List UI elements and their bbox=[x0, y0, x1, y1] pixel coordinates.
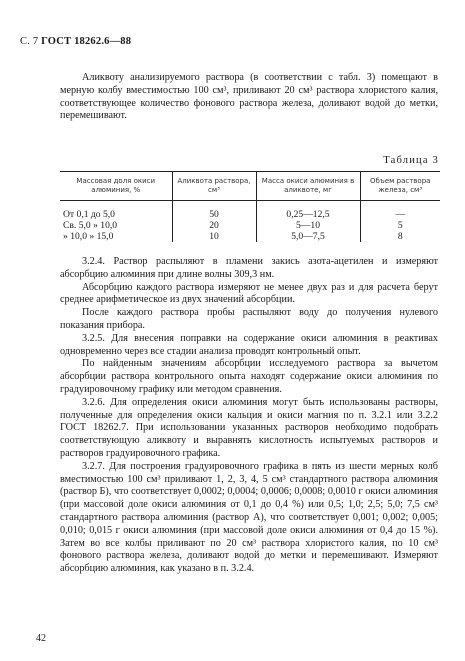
column-header: Аликвота раствора, см³ bbox=[172, 172, 256, 201]
paragraph-3-2-5: 3.2.5. Для внесения поправки на содержание окиси алюминия в реактивах одновременно через все стадии анализа проводят контрольный опыт. bbox=[60, 332, 438, 357]
table-cell: Св. 5,0 » 10,0 bbox=[63, 220, 118, 231]
table-cell: 5 bbox=[360, 220, 440, 231]
column-header: Объем раствора железа, см³ bbox=[360, 172, 440, 201]
intro-paragraph: Аликвоту анализируемого раствора (в соответствии с табл. 3) помещают в мерную колбу вместимостью 100 см³, приливают 20 см³ раствора хлористого калия, соответствующее количество фонового раствора железа, доливают водой до метки, перемешивают. bbox=[60, 72, 438, 122]
table-row bbox=[60, 231, 440, 242]
data-table bbox=[60, 171, 440, 242]
paragraph-absorption-repeat: Абсорбцию каждого раствора измеряют не менее двух раз и для расчета берут среднее арифметическое из двух значений абсорбции. bbox=[60, 281, 438, 306]
gost-number: ГОСТ 18262.6—88 bbox=[41, 36, 132, 47]
table-cell: 0,25—12,5 bbox=[256, 201, 360, 221]
paragraph-control-result: По найденным значениям абсорбции исследуемого раствора за вычетом абсорбции раствора контрольного опыта находят содержание окиси алюминия по градуировочному графику или методом сравнения. bbox=[60, 358, 438, 395]
column-header: Массовая доля окиси алюминия, % bbox=[60, 172, 172, 201]
intro-block bbox=[60, 72, 438, 123]
paragraph-3-2-4: 3.2.4. Раствор распыляют в пламени закись азота-ацетилен и измеряют абсорбцию алюминия при длине волны 309,3 нм. bbox=[60, 256, 438, 280]
table-header-row bbox=[60, 172, 440, 201]
table-cell: 5—10 bbox=[256, 220, 360, 231]
body-text bbox=[60, 256, 438, 576]
table-cell: 20 bbox=[172, 220, 256, 231]
table-cell: 5,0—7,5 bbox=[256, 231, 360, 242]
paragraph-3-2-6: 3.2.6. Для определения окиси алюминия могут быть использованы растворы, полученные для определения окиси кальция и окиси магния по п. 3.2.1 или 3.2.2 ГОСТ 18262.7. При использовании указанных растворов необходимо подобрать соответствующую аликвоту и выравнять кислотность испытуемых растворов и растворов градуировочного графика. bbox=[60, 396, 438, 459]
table-cell: » 10,0 » 15,0 bbox=[63, 231, 114, 242]
page-label: С. 7 bbox=[20, 36, 39, 47]
table-cell: 8 bbox=[360, 231, 440, 242]
table-cell: От 0,1 до 5,0 bbox=[63, 209, 115, 220]
column-header: Масса окиси алюминия в аликвоте, мг bbox=[256, 172, 360, 201]
table-row bbox=[60, 220, 440, 231]
table-row bbox=[60, 201, 440, 221]
table-cell: 50 bbox=[172, 201, 256, 221]
page-header bbox=[20, 36, 131, 47]
table-cell: 10 bbox=[172, 231, 256, 242]
paragraph-3-2-7: 3.2.7. Для построения градуировочного графика в пять из шести мерных колб вместимостью 100 см³ приливают 1, 2, 3, 4, 5 см³ стандартного раствора алюминия (раствор Б), что соответствует 0,0002; 0,0004; 0,0006; 0,0008; 0,0010 г окиси алюминия (при массовой доле окиси алюминия от 0,1 до 0,4 %) или 0,5; 1,0; 2,5; 5,0; 7,5 см³ стандартного раствора алюминия (раствор А), что соответствует 0,001; 0,002; 0,005; 0,010; 0,015 г окиси алюминия (при массовой доле окиси алюминия от 0,4 до 15 %). Затем во все колбы приливают по 20 см³ раствора хлористого калия, по 10 см³ фонового раствора железа, доливают водой до метки и перемешивают. Измеряют абсорбцию алюминия, как указано в п. 3.2.4. bbox=[60, 460, 438, 575]
page-number: 42 bbox=[36, 633, 46, 644]
table-title: Таблица 3 bbox=[383, 155, 439, 166]
paragraph-zero-reading: После каждого раствора пробы распыляют воду до получения нулевого показания прибора. bbox=[60, 307, 438, 331]
table-cell: — bbox=[360, 201, 440, 221]
